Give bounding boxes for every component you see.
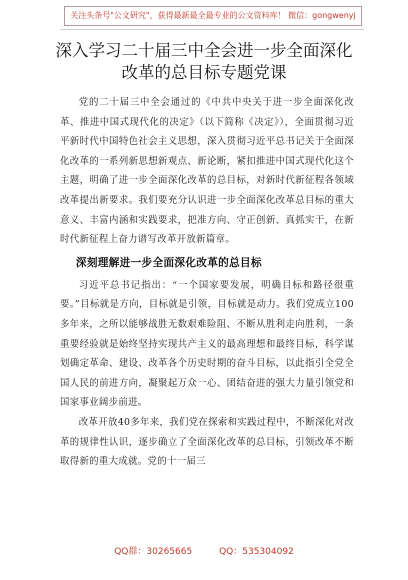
banner-divider xyxy=(60,29,364,30)
section-paragraph-2: 改革开放40多年来，我们党在探索和实践过程中，不断深化对改革的规律性认识，逐步确立了全面深化改革的总目标，引领改革不断取得新的重大成就。党的十一届三 xyxy=(60,416,355,468)
title-line-1: 深入学习二十届三中全会进一步全面深化 xyxy=(55,41,353,60)
document-body xyxy=(60,93,354,472)
top-banner: 关注头条号"公文研究"，获得最新最全最专业的公文资料库！ 微信：gongwenyj xyxy=(64,6,362,26)
intro-paragraph: 党的二十届三中全会通过的《中共中央关于进一步全面深化改革、推进中国式现代化的决定》（以下简称《决定》），全面贯彻习近平新时代中国特色社会主义思想，深入贯彻习近平总书记关于全面深化改革的一系列新思想新观点、新论断，紧扣推进中国式现代化这个主题，明确了进一步全面深化改革的总目标，对新时代新征程各领域改革提出新要求。我们要充分认识进一步全面深化改革总目标的重大意义、丰富内涵和实践要求，把准方向、守正创新、真抓实干，在新时代新征程上奋力谱写改革开放新篇章。 xyxy=(60,97,354,246)
section-paragraph-1: 习近平总书记指出：“一个国家要发展，明确目标和路径很重要。”目标就是方向，目标就是引领，目标就是动力。我们党成立100多年来，之所以能够战胜无数艰难险阻、不断从胜利走向胜利，一条重要经验就是始终坚持实现共产主义的最高理想和最终目标，科学谋划确定革命、建设、改革各个历史时期的奋斗目标，以此指引全党全国人民的前进方向，凝聚起万众一心、团结奋进的强大力量引领党和国家事业阔步前进。 xyxy=(60,279,354,409)
title-line-2: 改革的总目标专题党课 xyxy=(121,63,287,82)
footer-qq-group: QQ群：30265665 xyxy=(114,547,193,557)
page-footer xyxy=(0,546,408,558)
document-title xyxy=(40,40,368,84)
footer-qq: QQ：535304092 xyxy=(219,547,294,557)
section-heading: 深刻理解进一步全面深化改革的总目标 xyxy=(75,256,262,269)
